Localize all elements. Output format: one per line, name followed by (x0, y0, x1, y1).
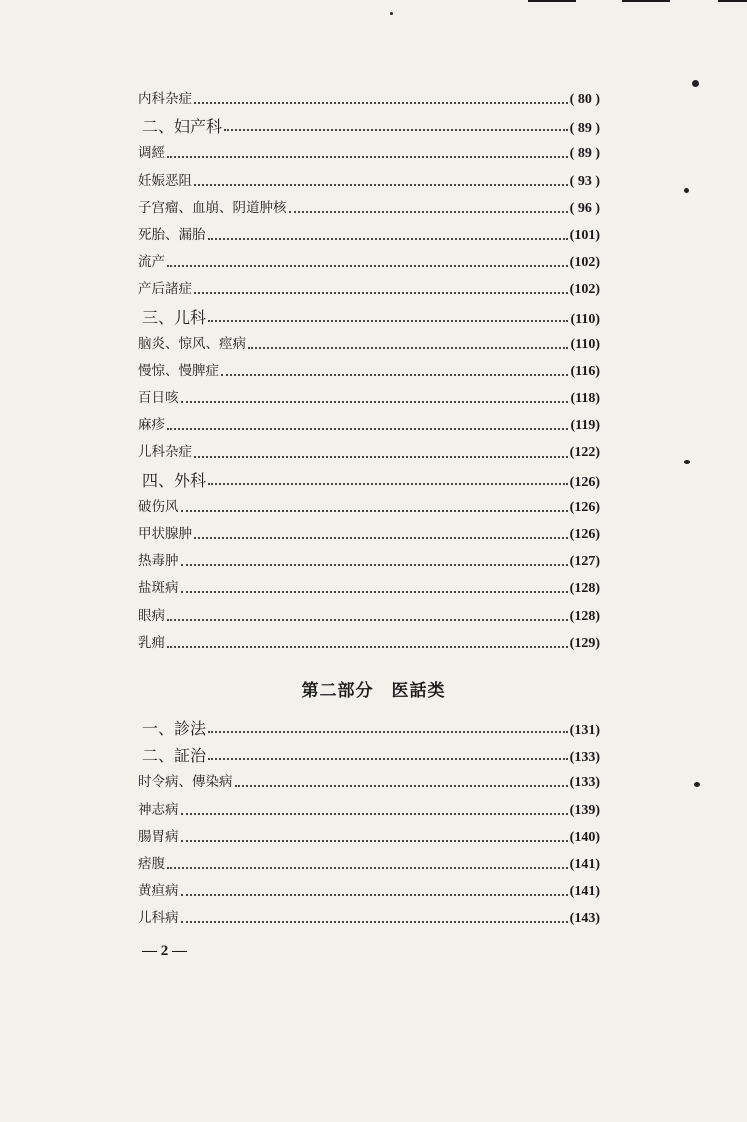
toc-entry-page: (102) (569, 255, 600, 271)
toc-entry (138, 494, 600, 521)
dot-leader (167, 645, 568, 648)
toc-entry-label: 痞腹 (138, 855, 165, 872)
toc-entry-page: (101) (569, 227, 600, 243)
dot-leader (181, 839, 568, 842)
page-number-footer: — 2 — (142, 943, 187, 959)
toc-entry-label: 二、妇产科 (142, 117, 223, 137)
toc-entry-page: (131) (569, 723, 600, 738)
toc-entry (138, 304, 600, 331)
toc-entry (138, 276, 600, 303)
toc-entry-label: 三、儿科 (142, 307, 207, 327)
top-rule (528, 0, 576, 2)
toc-entry (138, 249, 600, 276)
toc-entry (138, 412, 600, 439)
toc-entry-page: ( 96 ) (569, 200, 600, 216)
toc-entry (138, 168, 600, 195)
dot-leader (248, 346, 568, 349)
toc-entry-label: 黄疸病 (138, 883, 179, 900)
toc-section-1 (138, 86, 600, 657)
toc-entry-label: 神志病 (138, 801, 179, 818)
dot-leader (194, 101, 568, 104)
dot-leader (194, 183, 568, 186)
dot-leader (194, 536, 568, 539)
toc-entry-page: ( 93 ) (569, 173, 600, 189)
ink-speck (390, 12, 393, 15)
dot-leader (181, 590, 568, 593)
toc-entry-page: ( 89 ) (569, 146, 600, 162)
toc-entry-label: 儿科杂症 (138, 444, 192, 461)
toc-entry-page: (139) (569, 802, 600, 818)
toc-entry (138, 195, 600, 222)
toc-entry-page: (127) (569, 554, 600, 570)
toc-entry (138, 742, 600, 769)
toc-entry-label: 百日咳 (138, 390, 179, 407)
toc-entry-label: 死胎、漏胎 (138, 226, 206, 243)
dot-leader (167, 264, 568, 267)
toc-entry-label: 流产 (138, 254, 165, 271)
toc-entry-page: (128) (569, 608, 600, 624)
dot-leader (167, 618, 568, 621)
ink-speck (692, 80, 699, 87)
dot-leader (194, 291, 568, 294)
toc-entry (138, 467, 600, 494)
toc-entry-page: ( 80 ) (569, 92, 600, 107)
toc-entry-label: 内科杂症 (138, 91, 192, 107)
dot-leader (181, 920, 568, 923)
dot-leader (167, 155, 568, 158)
toc-entry-page: (118) (570, 391, 600, 407)
toc-entry-page: (110) (570, 311, 600, 327)
dot-leader (208, 319, 568, 322)
toc-entry (138, 140, 600, 167)
toc-entry-label: 时令病、傳染病 (138, 774, 233, 791)
toc-entry-page: (141) (569, 856, 600, 872)
toc-entry-label: 眼病 (138, 607, 165, 624)
dot-leader (181, 812, 568, 815)
toc-entry (138, 548, 600, 575)
toc-entry-label: 四、外科 (142, 470, 207, 490)
toc-entry-label: 麻疹 (138, 417, 165, 434)
toc-entry-label: 慢惊、慢脾症 (138, 362, 219, 379)
ink-speck (684, 188, 689, 193)
toc-entry-label: 脑炎、惊风、痙病 (138, 335, 246, 352)
toc-entry (138, 113, 600, 140)
toc-entry-page: (126) (569, 499, 600, 515)
dot-leader (167, 866, 568, 869)
toc-entry (138, 331, 600, 358)
toc-entry-page: (141) (569, 884, 600, 900)
toc-entry-page: (133) (569, 750, 600, 766)
dot-leader (224, 128, 568, 131)
toc-entry (138, 878, 600, 905)
dot-leader (235, 784, 568, 787)
toc-entry-label: 子宫瘤、血崩、阴道肿核 (138, 199, 287, 216)
toc-entry (138, 86, 600, 113)
ink-speck (684, 460, 690, 464)
toc-entry-label: 一、診法 (142, 719, 207, 738)
toc-entry (138, 905, 600, 932)
toc-entry-page: (110) (570, 336, 600, 352)
dot-leader (289, 210, 568, 213)
toc-entry-label: 儿科病 (138, 910, 179, 927)
toc-entry (138, 521, 600, 548)
toc-entry (138, 439, 600, 466)
toc-entry-page: (119) (570, 418, 600, 434)
toc-entry (138, 630, 600, 657)
toc-entry (138, 769, 600, 796)
toc-entry-label: 妊娠恶阻 (138, 172, 192, 189)
toc-entry-label: 热毒肿 (138, 553, 179, 570)
dot-leader (221, 373, 568, 376)
toc-entry (138, 358, 600, 385)
toc-entry-page: (122) (569, 445, 600, 461)
toc-entry (138, 715, 600, 742)
toc-entry-label: 二、証治 (142, 746, 207, 766)
dot-leader (181, 400, 569, 403)
section-title: 第二部分 医話类 (301, 681, 446, 701)
toc-entry (138, 575, 600, 602)
dot-leader (181, 563, 568, 566)
toc-entry-label: 盐斑病 (138, 580, 179, 597)
toc-entry-label: 腸胃病 (138, 828, 179, 845)
ink-speck (694, 782, 700, 787)
dot-leader (181, 509, 568, 512)
dot-leader (208, 730, 568, 733)
dot-leader (167, 427, 568, 430)
dot-leader (208, 757, 568, 760)
toc-entry-page: (116) (570, 363, 600, 379)
dot-leader (208, 237, 568, 240)
toc-entry-page: (126) (569, 474, 600, 490)
toc-entry-page: (129) (569, 635, 600, 651)
toc-entry-label: 调經 (138, 145, 165, 162)
toc-entry-page: (143) (569, 911, 600, 927)
toc-entry-page: (140) (569, 829, 600, 845)
toc-section-2 (138, 715, 600, 933)
toc-entry-page: (133) (569, 775, 600, 791)
toc-entry (138, 222, 600, 249)
top-rule (622, 0, 670, 2)
toc-entry (138, 851, 600, 878)
toc-entry-label: 产后諸症 (138, 281, 192, 298)
toc-entry-label: 甲状腺肿 (138, 526, 192, 542)
toc-entry-page: ( 89 ) (569, 121, 600, 137)
top-rule (718, 0, 747, 2)
dot-leader (208, 482, 568, 485)
toc-entry-page: (102) (569, 282, 600, 298)
dot-leader (181, 893, 568, 896)
toc-entry-label: 破伤风 (138, 498, 179, 515)
toc-entry (138, 385, 600, 412)
toc-entry-page: (126) (569, 527, 600, 542)
toc-entry (138, 824, 600, 851)
toc-entry-page: (128) (569, 581, 600, 597)
toc-entry (138, 797, 600, 824)
toc-entry-label: 乳痈 (138, 634, 165, 651)
toc-entry (138, 603, 600, 630)
dot-leader (194, 455, 568, 458)
